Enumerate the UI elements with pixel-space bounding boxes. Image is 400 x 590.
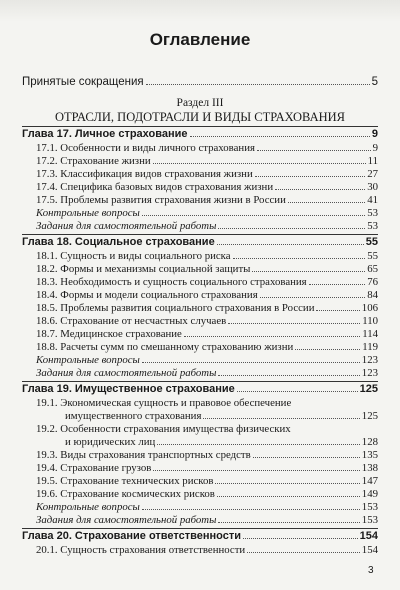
toc-entry-label: 18.3. Необходимость и сущность социального страхования: [36, 276, 307, 288]
toc-entry-page: 84: [367, 289, 378, 301]
section-name: ОТРАСЛИ, ПОДОТРАСЛИ И ВИДЫ СТРАХОВАНИЯ: [54, 110, 346, 124]
toc-chapter-18[interactable]: [22, 236, 378, 248]
toc-entry-page: 30: [367, 181, 378, 193]
toc-entry-label: 19.3. Виды страхования транспортных средств: [36, 449, 251, 461]
dot-leader: [295, 349, 360, 350]
toc-entry-page: 138: [361, 462, 378, 474]
toc-entry[interactable]: [36, 142, 378, 154]
toc-entry-label: 19.4. Страхование грузов: [36, 462, 152, 474]
toc-entry-page: 147: [361, 475, 378, 487]
toc-entry-label: Задания для самостоятельной работы: [36, 367, 217, 379]
toc-entry[interactable]: [36, 194, 378, 206]
toc-entry-page: 11: [367, 155, 378, 167]
toc-entry-label: 17.4. Специфика базовых видов страхования жизни: [36, 181, 274, 193]
toc-entry-label: Контрольные вопросы: [36, 207, 140, 219]
toc-entry[interactable]: [36, 328, 378, 340]
toc-entry[interactable]: [36, 475, 378, 487]
toc-entry-label: Задания для самостоятельной работы: [36, 220, 217, 232]
dot-leader: [218, 228, 365, 229]
toc-entry[interactable]: [36, 250, 378, 262]
dot-leader: [190, 136, 370, 137]
dot-leader: [260, 297, 366, 298]
dot-leader: [153, 470, 359, 471]
dot-leader: [275, 189, 365, 190]
toc-entry-abbreviations[interactable]: [22, 76, 378, 88]
toc-entry-label: Глава 17. Личное страхование: [22, 128, 188, 140]
dot-leader: [215, 483, 359, 484]
toc-entry-label: 18.8. Расчеты сумм по смешанному страхованию жизни: [36, 341, 294, 353]
dot-leader: [142, 215, 365, 216]
toc-entry-label: 17.2. Страхование жизни: [36, 155, 151, 167]
toc-entry-page: 114: [362, 328, 378, 340]
toc-entry[interactable]: [36, 181, 378, 193]
toc-entry-assignments[interactable]: [36, 220, 378, 232]
toc-chapter-20[interactable]: [22, 530, 378, 542]
toc-entry-label: Контрольные вопросы: [36, 501, 140, 513]
toc-entry-page: 154: [359, 530, 378, 542]
toc-entry-page: 41: [367, 194, 378, 206]
toc-entry-page: 9: [371, 128, 378, 140]
toc-entry[interactable]: [36, 488, 378, 500]
dot-leader: [257, 150, 371, 151]
toc-entry-page: 53: [367, 207, 378, 219]
toc-entry-page: 119: [362, 341, 378, 353]
toc-entry-page: 9: [372, 142, 378, 154]
toc-entry-label: 18.5. Проблемы развития социального страхования в России: [36, 302, 315, 314]
dot-leader: [142, 509, 360, 510]
toc-entry-page: 149: [361, 488, 378, 500]
toc-entry[interactable]: [36, 315, 378, 327]
toc-entry-label: 19.5. Страхование технических рисков: [36, 475, 214, 487]
bleed-through-shadow: [0, 0, 400, 22]
toc-entry-questions[interactable]: [36, 501, 378, 513]
toc-entry[interactable]: [65, 410, 378, 422]
toc-entry-page: 65: [367, 263, 378, 275]
toc-entry[interactable]: [36, 276, 378, 288]
dot-leader: [309, 284, 366, 285]
toc-entry-label: Задания для самостоятельной работы: [36, 514, 217, 526]
toc-chapter-19[interactable]: [22, 383, 378, 395]
toc-entry-assignments[interactable]: [36, 367, 378, 379]
toc-entry[interactable]: [36, 263, 378, 275]
toc-entry[interactable]: [36, 341, 378, 353]
toc-entry[interactable]: [36, 449, 378, 461]
dot-leader: [142, 362, 360, 363]
chapter-rule: [22, 528, 378, 529]
dot-leader: [288, 202, 365, 203]
toc-entry-page: 55: [367, 250, 378, 262]
toc-entry-line1[interactable]: 19.1. Экономическая сущность и правовое обеспечение: [36, 397, 292, 409]
toc-entry-assignments[interactable]: [36, 514, 378, 526]
toc-entry-page: 110: [362, 315, 378, 327]
dot-leader: [237, 391, 358, 392]
toc-entry-label: Глава 18. Социальное страхование: [22, 236, 215, 248]
dot-leader: [253, 457, 360, 458]
toc-entry[interactable]: [36, 302, 378, 314]
dot-leader: [228, 323, 360, 324]
dot-leader: [217, 496, 360, 497]
dot-leader: [203, 418, 359, 419]
toc-entry-label: 18.4. Формы и модели социального страхования: [36, 289, 258, 301]
toc-entry-label: и юридических лиц: [65, 436, 156, 448]
toc-entry[interactable]: [36, 544, 378, 556]
toc-entry-page: 153: [361, 501, 378, 513]
toc-entry[interactable]: [36, 289, 378, 301]
toc-entry-label: 18.6. Страхование от несчастных случаев: [36, 315, 227, 327]
dot-leader: [243, 538, 358, 539]
toc-entry-line1[interactable]: 19.2. Особенности страхования имущества физических: [36, 423, 291, 435]
toc-entry[interactable]: [36, 462, 378, 474]
page-number: 3: [368, 565, 374, 576]
toc-entry[interactable]: [36, 168, 378, 180]
toc-entry-label: 18.1. Сущность и виды социального риска: [36, 250, 231, 262]
toc-entry-page: 135: [361, 449, 378, 461]
dot-leader: [217, 244, 364, 245]
toc-entry-label: Контрольные вопросы: [36, 354, 140, 366]
toc-entry-label: Глава 19. Имущественное страхование: [22, 383, 235, 395]
toc-entry-label: 20.1. Сущность страхования ответственности: [36, 544, 246, 556]
toc-entry-page: 5: [371, 76, 378, 88]
toc-entry-page: 125: [361, 410, 378, 422]
chapter-rule: [22, 126, 378, 127]
dot-leader: [316, 310, 359, 311]
toc-entry-page: 154: [361, 544, 378, 556]
toc-entry-label: 18.2. Формы и механизмы социальной защиты: [36, 263, 251, 275]
toc-entry-label: 17.5. Проблемы развития страхования жизни в России: [36, 194, 286, 206]
dot-leader: [146, 84, 370, 85]
dot-leader: [252, 271, 365, 272]
toc-chapter-17[interactable]: [22, 128, 378, 140]
toc-entry-page: 55: [365, 236, 378, 248]
toc-entry-label: 18.7. Медицинское страхование: [36, 328, 182, 340]
dot-leader: [153, 163, 366, 164]
toc-entry-questions[interactable]: [36, 207, 378, 219]
page-title: Оглавление: [149, 30, 251, 49]
toc-entry-page: 53: [367, 220, 378, 232]
dot-leader: [233, 258, 366, 259]
toc-entry-label: имущественного страхования: [65, 410, 202, 422]
toc-entry-page: 125: [359, 383, 378, 395]
toc-entry-page: 123: [361, 367, 378, 379]
toc-entry-label: Принятые сокращения: [22, 76, 144, 88]
section-number: Раздел III: [176, 97, 224, 109]
dot-leader: [218, 375, 359, 376]
toc-entry-label: 17.3. Классификация видов страхования жизни: [36, 168, 253, 180]
toc-entry[interactable]: [65, 436, 378, 448]
toc-entry-page: 153: [361, 514, 378, 526]
toc-entry-questions[interactable]: [36, 354, 378, 366]
dot-leader: [247, 552, 360, 553]
toc-entry-page: 123: [361, 354, 378, 366]
dot-leader: [157, 444, 359, 445]
toc-entry-page: 128: [361, 436, 378, 448]
toc-entry[interactable]: [36, 155, 378, 167]
toc-entry-page: 27: [367, 168, 378, 180]
toc-entry-label: 19.6. Страхование космических рисков: [36, 488, 215, 500]
chapter-rule: [22, 381, 378, 382]
dot-leader: [184, 336, 360, 337]
dot-leader: [255, 176, 365, 177]
toc-entry-page: 76: [367, 276, 378, 288]
toc-entry-label: 17.1. Особенности и виды личного страхования: [36, 142, 255, 154]
toc-entry-page: 106: [361, 302, 378, 314]
chapter-rule: [22, 234, 378, 235]
dot-leader: [218, 522, 359, 523]
toc-entry-label: Глава 20. Страхование ответственности: [22, 530, 242, 542]
